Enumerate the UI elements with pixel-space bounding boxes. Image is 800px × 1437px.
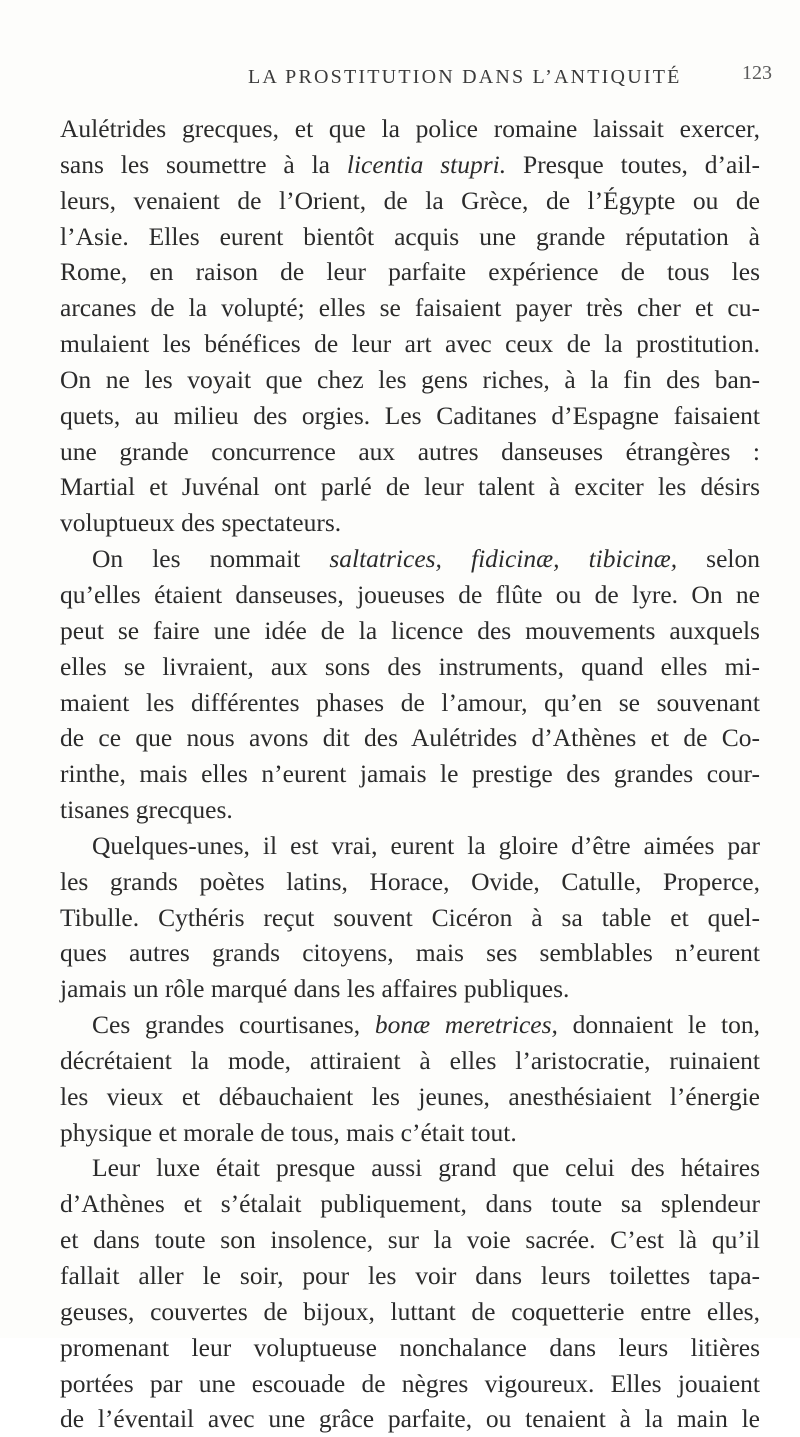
page-number: 123 (742, 62, 772, 84)
text-segment: Ces grandes courtisanes, (92, 1010, 375, 1040)
text-line: de ce que nous avons dit des Aulétrides d’Athènes et de Co- (60, 723, 760, 753)
text-line: On ne les voyait que chez les gens riches, à la fin des ban- (60, 364, 760, 394)
text-line (60, 1007, 760, 1043)
body-text (60, 111, 760, 1437)
italic-latin-term: bonæ meretrices, (374, 1010, 558, 1040)
text-line (60, 147, 760, 183)
text-line (60, 541, 760, 577)
italic-latin-term: licentia stupri. (346, 149, 507, 179)
text-line: les grands poètes latins, Horace, Ovide, Catulle, Properce, (60, 866, 760, 896)
text-line: l’Asie. Elles eurent bientôt acquis une grande réputation à (60, 221, 760, 251)
text-line: et dans toute son insolence, sur la voie sacrée. C’est là qu’il (60, 1225, 760, 1255)
text-segment: selon (677, 544, 761, 574)
text-line: Rome, en raison de leur parfaite expérience de tous les (60, 257, 760, 287)
running-header (0, 62, 800, 96)
text-segment: donnaient le ton, (557, 1010, 760, 1040)
text-line: maient les différentes phases de l’amour, qu’en se souvenant (60, 687, 760, 717)
text-segment: On les nommait (92, 544, 330, 574)
text-line: voluptueux des spectateurs. (60, 508, 342, 538)
text-line: Martial et Juvénal ont parlé de leur talent à exciter les désirs (60, 472, 760, 502)
text-line: jamais un rôle marqué dans les affaires publiques. (60, 974, 570, 1004)
text-segment: sans les soumettre à la (60, 149, 347, 179)
text-line: quets, au milieu des orgies. Les Caditanes d’Espagne faisaient (60, 400, 760, 430)
text-line: tisanes grecques. (60, 795, 233, 825)
text-line: fallait aller le soir, pour les voir dans leurs toilettes tapa- (60, 1261, 760, 1290)
text-line: physique et morale de tous, mais c’était tout. (60, 1117, 517, 1147)
text-line: rinthe, mais elles n’eurent jamais le prestige des grandes cour- (60, 759, 760, 789)
text-line: portées par une escouade de nègres vigoureux. Elles jouaient (60, 1368, 760, 1398)
text-line: les vieux et débauchaient les jeunes, anesthésiaient l’énergie (60, 1081, 760, 1111)
text-line: Aulétrides grecques, et que la police romaine laissait exercer, (60, 114, 760, 143)
text-line: Quelques-unes, il est vrai, eurent la gloire d’être aimées par (92, 830, 760, 860)
text-line: mulaient les bénéfices de leur art avec ceux de la prostitution. (60, 329, 760, 359)
text-line: de l’éventail avec une grâce parfaite, ou tenaient à la main le (60, 1404, 760, 1434)
text-segment: Presque toutes, d’ail- (506, 149, 760, 179)
italic-latin-term: saltatrices, fidicinæ, tibicinæ, (329, 544, 678, 574)
text-line: promenant leur voluptueuse nonchalance dans leurs litières (60, 1332, 760, 1362)
text-line: ques autres grands citoyens, mais ses semblables n’eurent (60, 938, 760, 968)
text-line: Tibulle. Cythéris reçut souvent Cicéron à sa table et quel- (60, 902, 760, 932)
text-line: arcanes de la volupté; elles se faisaient payer très cher et cu- (60, 293, 760, 323)
text-line: elles se livraient, aux sons des instruments, quand elles mi- (60, 651, 760, 681)
running-title: LA PROSTITUTION DANS L’ANTIQUITÉ (248, 66, 682, 88)
text-line: geuses, couvertes de bijoux, luttant de coquetterie entre elles, (60, 1296, 760, 1326)
text-line: leurs, venaient de l’Orient, de la Grèce, de l’Égypte ou de (60, 185, 760, 215)
text-line: d’Athènes et s’étalait publiquement, dans toute sa splendeur (60, 1189, 760, 1219)
text-line: peut se faire une idée de la licence des mouvements auxquels (60, 615, 760, 645)
text-line: décrétaient la mode, attiraient à elles l’aristocratie, ruinaient (60, 1045, 760, 1075)
text-line: une grande concurrence aux autres danseuses étrangères : (60, 436, 760, 466)
text-line: Leur luxe était presque aussi grand que celui des hétaires (92, 1153, 760, 1183)
text-line: qu’elles étaient danseuses, joueuses de flûte ou de lyre. On ne (60, 579, 760, 609)
